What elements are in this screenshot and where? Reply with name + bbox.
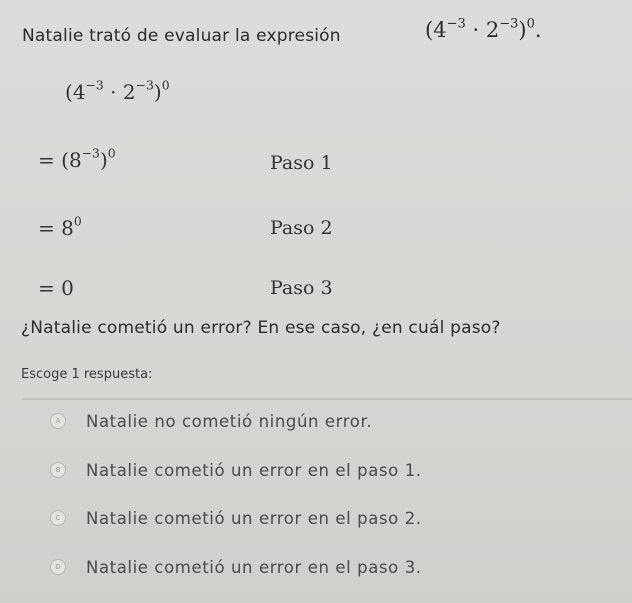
answer-option-a[interactable] (50, 408, 372, 434)
step-3-label: Paso 3 (270, 277, 333, 299)
radio-c-icon[interactable]: C (50, 510, 66, 526)
answer-option-c[interactable] (50, 505, 422, 531)
answer-option-d[interactable] (50, 554, 422, 580)
divider (22, 398, 632, 400)
problem-statement: Natalie trató de evaluar la expresión (22, 26, 341, 46)
step-1-expression: = $(8^{-3})^0$ (38, 145, 116, 172)
radio-a-icon[interactable]: A (50, 413, 66, 429)
step-2-expression: = $8^0$ (38, 213, 82, 240)
answer-option-c-text: Natalie cometió un error en el paso 2. (86, 508, 422, 528)
step-2-label: Paso 2 (270, 217, 333, 239)
radio-d-icon[interactable]: D (50, 559, 66, 575)
answer-option-a-text: Natalie no cometió ningún error. (86, 411, 373, 431)
answer-option-d-text: Natalie cometió un error en el paso 3. (86, 557, 422, 577)
answer-option-b[interactable] (50, 457, 422, 483)
step-0-expression: $(4^{-3} \cdot 2^{-3})^0$ (65, 77, 170, 104)
radio-b-icon[interactable]: B (50, 462, 66, 478)
question-text: ¿Natalie cometió un error? En ese caso, ¿en cuál paso? (21, 318, 501, 338)
step-1-label: Paso 1 (270, 152, 333, 174)
answer-option-b-text: Natalie cometió un error en el paso 1. (86, 460, 422, 480)
answer-instruction: Escoge 1 respuesta: (21, 367, 153, 382)
problem-expression: $(4^{-3} \cdot 2^{-3})^0$. (425, 16, 542, 42)
step-3-expression: = 0 (38, 276, 74, 300)
